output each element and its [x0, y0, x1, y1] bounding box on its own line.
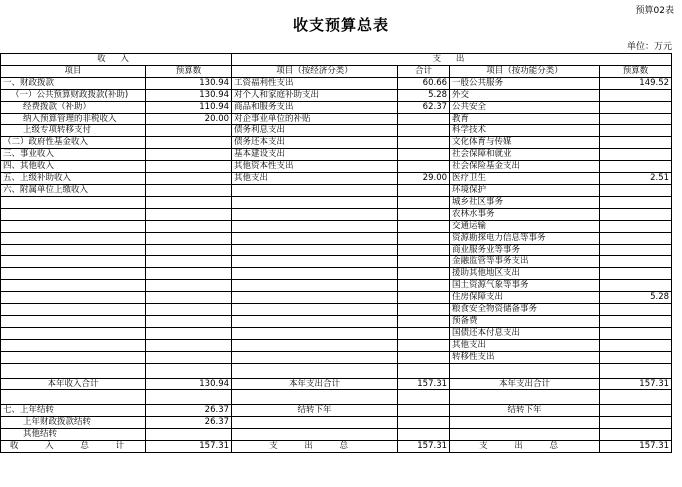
header-income-amount: 预算数: [146, 65, 232, 77]
econ-item-cell: 工资福利性支出: [232, 77, 398, 89]
income-amount-cell: [146, 304, 232, 316]
income-amount-cell: [146, 232, 232, 244]
func-amount-cell: [600, 137, 672, 149]
column-header-row: [1, 65, 672, 77]
econ-grand-total-label: 支 出 总: [232, 441, 398, 453]
table-row: [1, 327, 672, 339]
econ-item-cell: 对个人和家庭补助支出: [232, 89, 398, 101]
prev-year-carry-value: 26.37: [146, 405, 232, 417]
func-item-cell: 金融监管等事务支出: [450, 256, 600, 268]
func-item-cell: 公共安全: [450, 101, 600, 113]
func-amount-cell: [600, 351, 672, 363]
form-number: 预算02表: [635, 6, 674, 16]
income-item-cell: 上级专项转移支付: [1, 125, 146, 137]
econ-total-cell: [398, 137, 450, 149]
table-row: [1, 351, 672, 363]
income-amount-cell: [146, 149, 232, 161]
income-item-cell: [1, 268, 146, 280]
func-amount-cell: [600, 196, 672, 208]
func-item-cell: 交通运输: [450, 220, 600, 232]
func-item-cell: 农林水事务: [450, 208, 600, 220]
table-row: [1, 125, 672, 137]
econ-item-cell: [232, 184, 398, 196]
prev-year-carry-label: 七、上年结转: [1, 405, 146, 417]
table-row: [1, 304, 672, 316]
func-item-cell: 医疗卫生: [450, 173, 600, 185]
func-grand-total-value: 157.31: [600, 441, 672, 453]
table-row: [1, 196, 672, 208]
econ-total-cell: [398, 161, 450, 173]
func-amount-cell: [600, 220, 672, 232]
income-total-label: 本年收入合计: [1, 378, 146, 390]
func-amount-cell: [600, 232, 672, 244]
func-carry-next-label: 结转下年: [450, 405, 600, 417]
income-amount-cell: [146, 208, 232, 220]
econ-total-cell: 60.66: [398, 77, 450, 89]
income-item-cell: [1, 256, 146, 268]
func-amount-cell: 2.51: [600, 173, 672, 185]
econ-total-cell: [398, 184, 450, 196]
func-item-cell: 科学技术: [450, 125, 600, 137]
table-row: [1, 256, 672, 268]
income-amount-cell: [146, 315, 232, 327]
func-amount-cell: [600, 244, 672, 256]
income-item-cell: 一、财政拨款: [1, 77, 146, 89]
income-amount-cell: [146, 161, 232, 173]
section-header-row: [1, 54, 672, 66]
func-item-cell: 社会保险基金支出: [450, 161, 600, 173]
func-item-cell: 外交: [450, 89, 600, 101]
func-amount-cell: [600, 339, 672, 351]
income-amount-cell: [146, 196, 232, 208]
econ-item-cell: [232, 268, 398, 280]
income-item-cell: [1, 280, 146, 292]
income-amount-cell: 110.94: [146, 101, 232, 113]
func-item-cell: 国债还本付息支出: [450, 327, 600, 339]
func-amount-cell: [600, 125, 672, 137]
income-amount-cell: [146, 327, 232, 339]
header-econ-total: 合计: [398, 65, 450, 77]
income-item-cell: [1, 244, 146, 256]
econ-item-cell: [232, 256, 398, 268]
header-func-amount: 预算数: [600, 65, 672, 77]
income-total-value: 130.94: [146, 378, 232, 390]
carry-over-row: [1, 417, 672, 429]
econ-total-cell: [398, 280, 450, 292]
func-item-cell: 社会保障和就业: [450, 149, 600, 161]
income-item-cell: [1, 315, 146, 327]
econ-item-cell: 商品和服务支出: [232, 101, 398, 113]
econ-total-cell: [398, 125, 450, 137]
income-item-cell: 六、附属单位上缴收入: [1, 184, 146, 196]
header-func-item: 项目（按功能分类）: [450, 65, 600, 77]
prev-fiscal-carry-label: 上年财政拨款结转: [1, 417, 146, 429]
econ-total-label: 本年支出合计: [232, 378, 398, 390]
income-item-cell: 四、其他收入: [1, 161, 146, 173]
income-item-cell: 纳入预算管理的非税收入: [1, 113, 146, 125]
carry-over-row: [1, 405, 672, 417]
table-row: [1, 292, 672, 304]
econ-total-cell: [398, 256, 450, 268]
income-amount-cell: 130.94: [146, 89, 232, 101]
func-amount-cell: 149.52: [600, 77, 672, 89]
func-item-cell: 文化体育与传媒: [450, 137, 600, 149]
econ-total-cell: [398, 339, 450, 351]
table-row: [1, 208, 672, 220]
func-item-cell: 其他支出: [450, 339, 600, 351]
income-amount-cell: [146, 244, 232, 256]
func-amount-cell: [600, 89, 672, 101]
income-item-cell: [1, 304, 146, 316]
income-item-cell: （一）公共预算财政拨款(补助): [1, 89, 146, 101]
econ-total-cell: [398, 351, 450, 363]
table-row: [1, 268, 672, 280]
econ-item-cell: [232, 196, 398, 208]
header-income-item: 项目: [1, 65, 146, 77]
func-amount-cell: [600, 256, 672, 268]
income-amount-cell: 130.94: [146, 77, 232, 89]
income-item-cell: [1, 339, 146, 351]
table-row: [1, 184, 672, 196]
func-item-cell: 粮食安全物资储备事务: [450, 304, 600, 316]
budget-summary-table: [0, 53, 672, 453]
header-econ-item: 项目（按经济分类）: [232, 65, 398, 77]
econ-item-cell: [232, 232, 398, 244]
func-amount-cell: [600, 268, 672, 280]
table-row: [1, 161, 672, 173]
econ-item-cell: 对企事业单位的补贴: [232, 113, 398, 125]
income-amount-cell: [146, 184, 232, 196]
func-total-value: 157.31: [600, 378, 672, 390]
income-amount-cell: [146, 280, 232, 292]
table-row: [1, 89, 672, 101]
econ-total-cell: [398, 196, 450, 208]
income-item-cell: [1, 196, 146, 208]
func-amount-cell: [600, 149, 672, 161]
income-amount-cell: [146, 339, 232, 351]
func-amount-cell: [600, 161, 672, 173]
income-amount-cell: [146, 268, 232, 280]
income-item-cell: 经费拨款（补助）: [1, 101, 146, 113]
table-row: [1, 113, 672, 125]
income-item-cell: 三、事业收入: [1, 149, 146, 161]
func-amount-cell: [600, 280, 672, 292]
econ-total-cell: [398, 268, 450, 280]
econ-total-cell: [398, 208, 450, 220]
table-row: [1, 232, 672, 244]
econ-total-cell: 29.00: [398, 173, 450, 185]
econ-total-cell: [398, 292, 450, 304]
func-amount-cell: [600, 101, 672, 113]
unit-label: 单位：万元: [626, 42, 672, 52]
econ-item-cell: [232, 315, 398, 327]
income-item-cell: [1, 327, 146, 339]
func-grand-total-label: 支 出 总: [450, 441, 600, 453]
income-section-header: 收 入: [1, 54, 232, 66]
table-row: [1, 339, 672, 351]
other-carry-label: 其他结转: [1, 429, 146, 441]
table-row: [1, 244, 672, 256]
income-item-cell: [1, 232, 146, 244]
econ-carry-next-label: 结转下年: [232, 405, 398, 417]
econ-item-cell: [232, 304, 398, 316]
econ-item-cell: [232, 327, 398, 339]
prev-fiscal-carry-value: 26.37: [146, 417, 232, 429]
func-amount-cell: [600, 304, 672, 316]
func-item-cell: 教育: [450, 113, 600, 125]
table-row: [1, 101, 672, 113]
page-title: 收支预算总表: [292, 16, 389, 34]
income-item-cell: 五、上级补助收入: [1, 173, 146, 185]
annual-total-row: [1, 378, 672, 390]
econ-item-cell: [232, 220, 398, 232]
income-item-cell: [1, 208, 146, 220]
func-amount-cell: 5.28: [600, 292, 672, 304]
income-amount-cell: [146, 125, 232, 137]
income-amount-cell: [146, 220, 232, 232]
table-row: [1, 137, 672, 149]
spacer-row: [1, 390, 672, 405]
econ-total-cell: [398, 149, 450, 161]
table-row: [1, 77, 672, 89]
func-item-cell: 城乡社区事务: [450, 196, 600, 208]
expense-section-header: 支 出: [232, 54, 672, 66]
econ-item-cell: [232, 351, 398, 363]
income-amount-cell: [146, 351, 232, 363]
func-item-cell: 住房保障支出: [450, 292, 600, 304]
income-item-cell: [1, 292, 146, 304]
func-item-cell: 环境保护: [450, 184, 600, 196]
income-amount-cell: [146, 292, 232, 304]
func-item-cell: 援助其他地区支出: [450, 268, 600, 280]
income-grand-total-label: 收 入 总 计: [1, 441, 146, 453]
econ-total-cell: [398, 113, 450, 125]
econ-total-cell: [398, 220, 450, 232]
econ-item-cell: 其他资本性支出: [232, 161, 398, 173]
econ-total-cell: [398, 244, 450, 256]
income-amount-cell: 20.00: [146, 113, 232, 125]
econ-item-cell: [232, 280, 398, 292]
income-amount-cell: [146, 256, 232, 268]
income-item-cell: [1, 351, 146, 363]
econ-item-cell: 债务利息支出: [232, 125, 398, 137]
econ-item-cell: [232, 244, 398, 256]
econ-item-cell: 其他支出: [232, 173, 398, 185]
income-item-cell: [1, 220, 146, 232]
econ-total-cell: 5.28: [398, 89, 450, 101]
econ-item-cell: 基本建设支出: [232, 149, 398, 161]
func-item-cell: 转移性支出: [450, 351, 600, 363]
econ-total-cell: [398, 232, 450, 244]
func-item-cell: 资源勘探电力信息等事务: [450, 232, 600, 244]
econ-item-cell: 债务还本支出: [232, 137, 398, 149]
func-item-cell: 预备费: [450, 315, 600, 327]
func-amount-cell: [600, 113, 672, 125]
table-row: [1, 220, 672, 232]
table-row: [1, 280, 672, 292]
func-total-label: 本年支出合计: [450, 378, 600, 390]
table-row: [1, 149, 672, 161]
grand-total-row: [1, 441, 672, 453]
income-grand-total-value: 157.31: [146, 441, 232, 453]
func-amount-cell: [600, 327, 672, 339]
income-amount-cell: [146, 137, 232, 149]
econ-item-cell: [232, 208, 398, 220]
income-amount-cell: [146, 173, 232, 185]
func-item-cell: 国土资源气象等事务: [450, 280, 600, 292]
func-amount-cell: [600, 208, 672, 220]
econ-total-value: 157.31: [398, 378, 450, 390]
econ-item-cell: [232, 292, 398, 304]
func-item-cell: 商业服务业等事务: [450, 244, 600, 256]
func-amount-cell: [600, 184, 672, 196]
econ-item-cell: [232, 339, 398, 351]
income-item-cell: （二）政府性基金收入: [1, 137, 146, 149]
spacer-row: [1, 363, 672, 378]
econ-grand-total-value: 157.31: [398, 441, 450, 453]
econ-total-cell: [398, 327, 450, 339]
carry-over-row: [1, 429, 672, 441]
econ-total-cell: [398, 315, 450, 327]
func-item-cell: 一般公共服务: [450, 77, 600, 89]
table-row: [1, 173, 672, 185]
table-row: [1, 315, 672, 327]
func-amount-cell: [600, 315, 672, 327]
econ-total-cell: 62.37: [398, 101, 450, 113]
econ-total-cell: [398, 304, 450, 316]
